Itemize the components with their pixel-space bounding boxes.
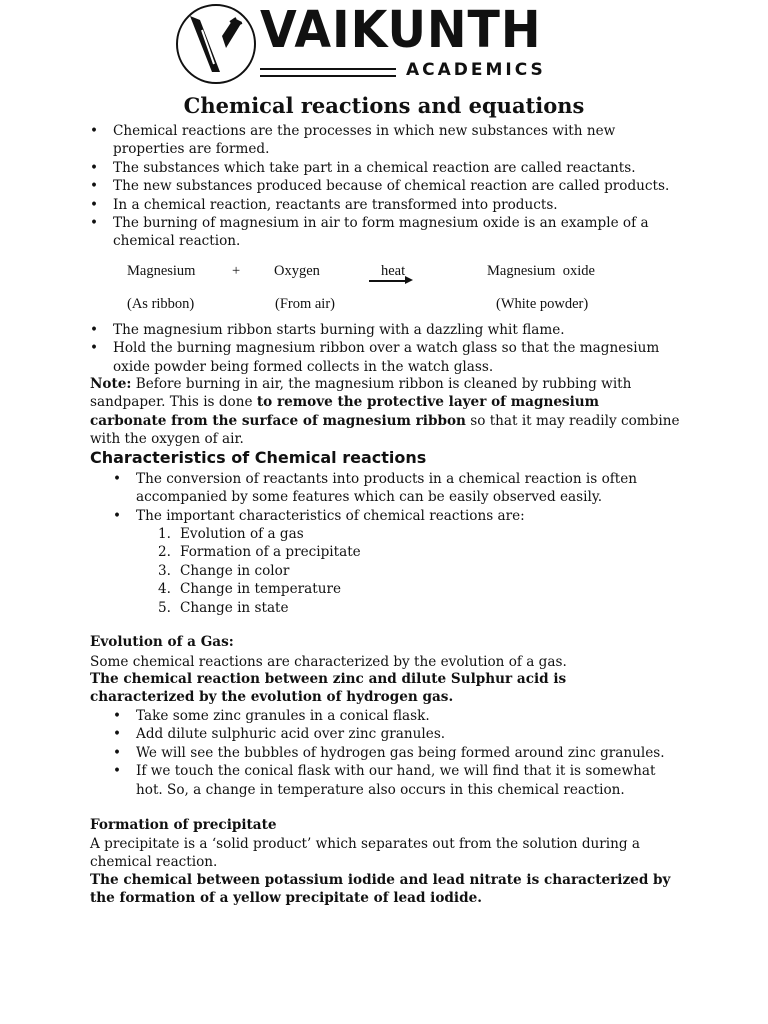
note-label: Note: bbox=[90, 376, 132, 392]
equation-reactant-1: Magnesium bbox=[127, 263, 196, 279]
reaction-arrow-head-icon bbox=[405, 276, 413, 284]
equation-condition: heat bbox=[381, 263, 406, 279]
characteristics-numbered-list bbox=[158, 525, 558, 617]
precipitate-intro: A precipitate is a ‘solid product’ which separates out from the solution during a chemical reaction. bbox=[90, 836, 641, 871]
subsection-heading: Formation of precipitate bbox=[90, 817, 277, 833]
subsection-heading: Evolution of a Gas: bbox=[90, 634, 234, 650]
logo-rule-bottom bbox=[260, 75, 396, 77]
equation-reactant-2: Oxygen bbox=[274, 263, 320, 279]
list-item: • Chemical reactions are the processes in which new substances with new properties are formed. bbox=[90, 122, 675, 159]
vaikunth-logo bbox=[176, 1, 596, 86]
list-item: • The important characteristics of chemical reactions are: bbox=[113, 507, 653, 525]
list-item: • If we touch the conical flask with our hand, we will find that it is somewhat hot. So, a change in temperature also occurs in this chemical reaction. bbox=[113, 762, 678, 799]
equation-reactant-1-note: (As ribbon) bbox=[127, 296, 195, 312]
logo-rule-top bbox=[260, 68, 396, 70]
precipitate-emphasis: The chemical between potassium iodide and lead nitrate is characterized by the formation of a yellow precipitate of lead iodide. bbox=[90, 872, 671, 907]
logo-subtitle: ACADEMICS bbox=[406, 60, 546, 80]
logo-emblem bbox=[176, 4, 256, 84]
intro-bullet-list bbox=[90, 122, 675, 251]
list-item: • The new substances produced because of chemical reaction are called products. bbox=[90, 177, 675, 195]
reaction-arrow-icon bbox=[369, 280, 407, 282]
list-item: • The substances which take part in a chemical reaction are called reactants. bbox=[90, 159, 675, 177]
list-item: • Add dilute sulphuric acid over zinc granules. bbox=[113, 725, 678, 743]
logo-wordmark: VAIKUNTH bbox=[260, 1, 542, 60]
list-item: 4. Change in temperature bbox=[158, 581, 342, 598]
list-item: • In a chemical reaction, reactants are transformed into products. bbox=[90, 196, 675, 214]
list-item: • Hold the burning magnesium ribbon over a watch glass so that the magnesium oxide powder being formed collects in the watch glass. bbox=[90, 339, 675, 376]
equation-reactant-2-note: (From air) bbox=[275, 296, 335, 312]
evolution-intro: Some chemical reactions are characterized by the evolution of a gas. bbox=[90, 654, 567, 670]
page-title: Chemical reactions and equations bbox=[183, 93, 585, 118]
equation-product: Magnesium oxide bbox=[487, 263, 595, 279]
section-heading: Characteristics of Chemical reactions bbox=[90, 448, 427, 467]
note-text-end: so that it may readily combine with the oxygen of air. bbox=[90, 412, 680, 448]
characteristics-bullet-list bbox=[113, 470, 653, 525]
evolution-bullet-list bbox=[113, 707, 678, 799]
list-item: 3. Change in color bbox=[158, 562, 290, 579]
list-item: 2. Formation of a precipitate bbox=[158, 544, 361, 561]
list-item: • We will see the bubbles of hydrogen gas being formed around zinc granules. bbox=[113, 744, 678, 762]
list-item: • The magnesium ribbon starts burning with a dazzling whit flame. bbox=[90, 321, 675, 339]
list-item: 1. Evolution of a gas bbox=[158, 526, 304, 542]
observation-bullet-list bbox=[90, 321, 675, 376]
equation-plus: + bbox=[232, 263, 241, 279]
note-text: Before burning in air, the magnesium ribbon is cleaned by rubbing with sandpaper. This is done bbox=[90, 376, 632, 411]
list-item: • The conversion of reactants into products in a chemical reaction is often accompanied by some features which can be easily observed easily. bbox=[113, 470, 653, 507]
equation-product-note: (White powder) bbox=[496, 296, 589, 312]
evolution-emphasis: The chemical reaction between zinc and dilute Sulphur acid is characterized by the evolution of hydrogen gas. bbox=[90, 671, 567, 706]
list-item: • The burning of magnesium in air to form magnesium oxide is an example of a chemical reaction. bbox=[90, 214, 675, 251]
list-item: 5. Change in state bbox=[158, 599, 289, 616]
note-paragraph bbox=[90, 375, 680, 449]
note-emphasis: to remove the protective layer of magnesium carbonate from the surface of magnesium ribbon bbox=[90, 394, 600, 429]
list-item: • Take some zinc granules in a conical flask. bbox=[113, 707, 678, 725]
